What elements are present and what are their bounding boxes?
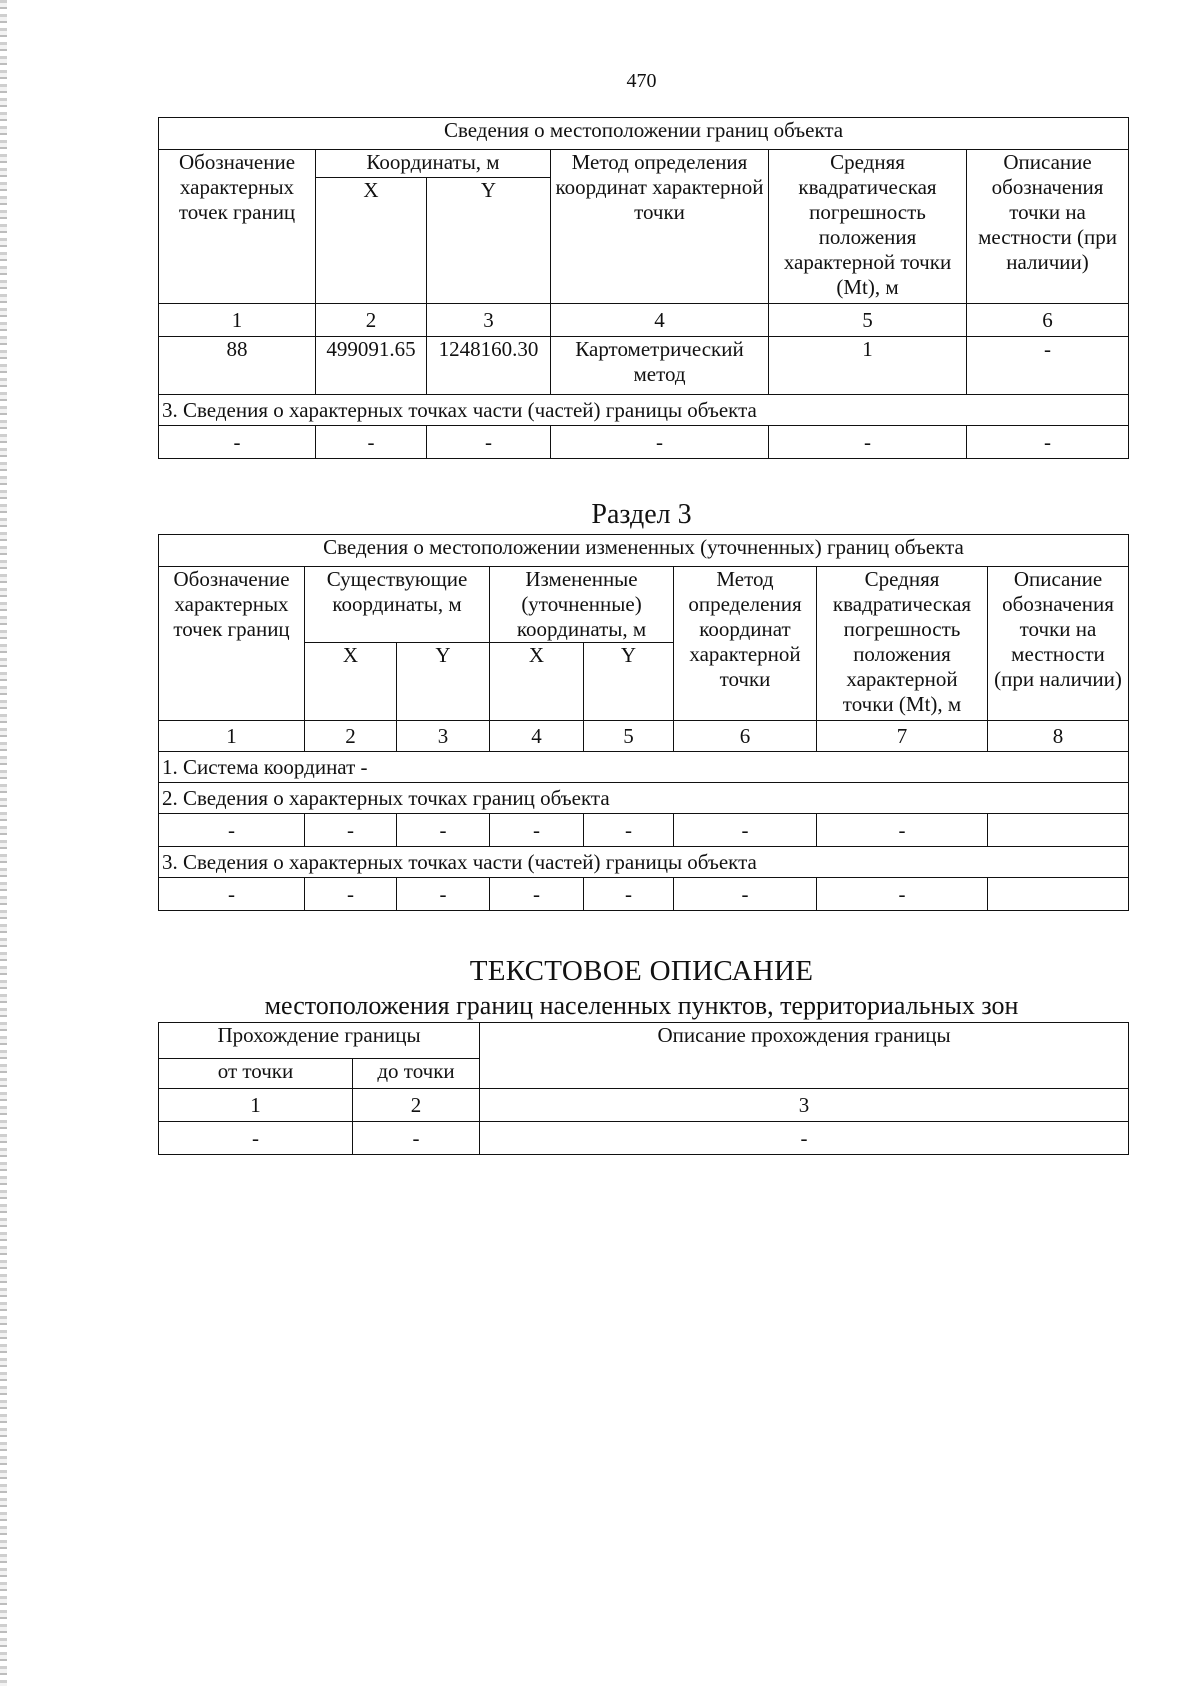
method-value: Картометрический метод — [551, 337, 769, 395]
boundary-passage-table — [158, 1022, 1129, 1155]
cell-value: - — [480, 1122, 1129, 1155]
col-number: 1 — [159, 721, 305, 752]
header-description: Описание обозначения точки на местности (при наличии) — [967, 150, 1129, 304]
cell-value: - — [490, 878, 584, 911]
cell-value: - — [159, 814, 305, 847]
cell-value: - — [674, 878, 817, 911]
cell-value — [988, 878, 1129, 911]
col-number: 2 — [353, 1089, 480, 1122]
header-x: X — [490, 643, 584, 721]
table-row — [159, 814, 1129, 847]
cell-value: - — [769, 426, 967, 459]
col-number: 2 — [316, 304, 427, 337]
cell-value — [988, 814, 1129, 847]
table-row — [159, 426, 1129, 459]
part-heading: 3. Сведения о характерных точках части (частей) границы объекта — [159, 847, 1129, 878]
point-designation: 88 — [159, 337, 316, 395]
header-method: Метод определения координат характерной точки — [551, 150, 769, 304]
cell-value: - — [584, 814, 674, 847]
cell-value: - — [490, 814, 584, 847]
cell-value: - — [159, 878, 305, 911]
cell-value: - — [305, 814, 397, 847]
coordinate-system-row: 1. Система координат - — [159, 752, 1129, 783]
cell-value: - — [159, 426, 316, 459]
col-number: 5 — [584, 721, 674, 752]
header-from-point: от точки — [159, 1059, 353, 1089]
table-row — [159, 1122, 1129, 1155]
header-y: Y — [397, 643, 490, 721]
text-description-subtitle: местоположения границ населенных пунктов, территориальных зон — [264, 991, 1019, 1020]
cell-value: - — [817, 878, 988, 911]
col-number: 1 — [159, 304, 316, 337]
cell-value: - — [967, 426, 1129, 459]
points-heading: 2. Сведения о характерных точках границ объекта — [159, 783, 1129, 814]
col-number: 5 — [769, 304, 967, 337]
col-number: 1 — [159, 1089, 353, 1122]
cell-value: - — [551, 426, 769, 459]
header-y: Y — [427, 178, 551, 304]
description-value: - — [967, 337, 1129, 395]
header-error: Средняя квадратическая погрешность положения характерной точки (Mt), м — [769, 150, 967, 304]
col-number: 6 — [967, 304, 1129, 337]
header-to-point: до точки — [353, 1059, 480, 1089]
header-designation: Обозначение характерных точек границ — [159, 150, 316, 304]
error-value: 1 — [769, 337, 967, 395]
header-description: Описание обозначения точки на местности (при наличии) — [988, 567, 1129, 721]
header-changed-coordinates: Измененные (уточненные) координаты, м — [490, 567, 674, 643]
changed-boundary-table — [158, 534, 1129, 911]
cell-value: - — [397, 814, 490, 847]
header-method: Метод определения координат характерной точки — [674, 567, 817, 721]
cell-value: - — [397, 878, 490, 911]
scan-edge — [0, 0, 7, 1686]
text-description-title: ТЕКСТОВОЕ ОПИСАНИЕ — [469, 955, 814, 987]
coord-y: 1248160.30 — [427, 337, 551, 395]
page-number: 470 — [626, 70, 657, 92]
col-number: 7 — [817, 721, 988, 752]
cell-value: - — [427, 426, 551, 459]
section-heading: Раздел 3 — [591, 499, 692, 530]
col-number: 4 — [551, 304, 769, 337]
header-error: Средняя квадратическая погрешность положения характерной точки (Mt), м — [817, 567, 988, 721]
table-row — [159, 337, 1129, 395]
header-passage: Прохождение границы — [159, 1023, 480, 1059]
col-number: 8 — [988, 721, 1129, 752]
col-number: 3 — [480, 1089, 1129, 1122]
cell-value: - — [584, 878, 674, 911]
col-number: 3 — [397, 721, 490, 752]
header-existing-coordinates: Существующие координаты, м — [305, 567, 490, 643]
boundary-location-table — [158, 117, 1129, 459]
table-row — [159, 878, 1129, 911]
cell-value: - — [817, 814, 988, 847]
header-coordinates: Координаты, м — [316, 150, 551, 178]
cell-value: - — [305, 878, 397, 911]
table-title: Сведения о местоположении измененных (уточненных) границ объекта — [159, 535, 1129, 567]
header-x: X — [316, 178, 427, 304]
col-number: 3 — [427, 304, 551, 337]
cell-value: - — [674, 814, 817, 847]
coord-x: 499091.65 — [316, 337, 427, 395]
col-number: 4 — [490, 721, 584, 752]
col-number: 2 — [305, 721, 397, 752]
header-designation: Обозначение характерных точек границ — [159, 567, 305, 721]
cell-value: - — [353, 1122, 480, 1155]
header-passage-description: Описание прохождения границы — [480, 1023, 1129, 1089]
cell-value: - — [159, 1122, 353, 1155]
table-title: Сведения о местоположении границ объекта — [159, 118, 1129, 150]
col-number: 6 — [674, 721, 817, 752]
part-heading: 3. Сведения о характерных точках части (частей) границы объекта — [159, 395, 1129, 426]
header-x: X — [305, 643, 397, 721]
header-y: Y — [584, 643, 674, 721]
cell-value: - — [316, 426, 427, 459]
